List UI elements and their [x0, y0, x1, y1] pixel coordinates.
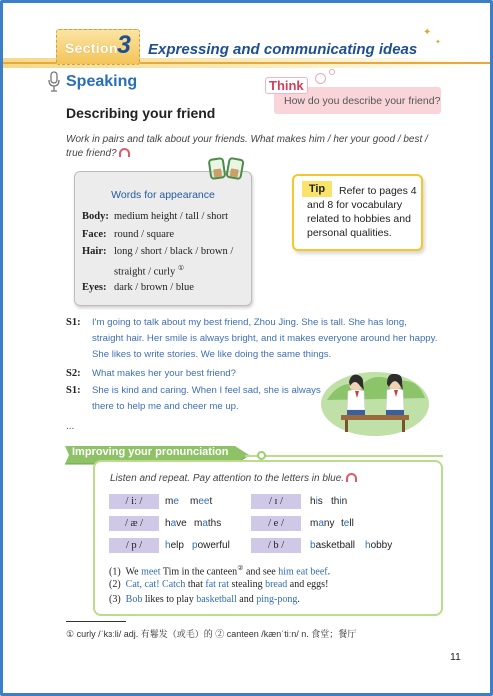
section-word: Section	[65, 40, 118, 56]
example-sentence: (1) We meet Tim in the canteen② and see him eat beef.	[109, 564, 331, 578]
example-sentence: (3) Bob likes to play basketball and ping-pong.	[109, 594, 300, 605]
phonetic-word: maths	[194, 518, 222, 529]
phonetic-word: basketball	[310, 540, 356, 551]
headphones-icon	[119, 148, 130, 157]
appearance-row: Face: round / square	[82, 229, 175, 240]
thought-bubble-icon	[315, 73, 326, 84]
phonetic-symbol: / æ /	[109, 516, 159, 531]
pronunciation-rule	[245, 455, 443, 457]
dialogue-ellipsis: ...	[66, 421, 75, 432]
star-icon: ✦	[423, 27, 432, 38]
appearance-row: Eyes: dark / brown / blue	[82, 282, 194, 293]
phonetic-symbol: / p /	[109, 538, 159, 553]
example-sentence: (2) Cat, cat! Catch that fat rat stealing bread and eggs!	[109, 579, 329, 590]
thought-bubble-icon	[329, 69, 335, 75]
appearance-row: Body: medium height / tall / short	[82, 211, 229, 222]
section-title: Expressing and communicating ideas	[148, 41, 418, 58]
dialogue-text: I'm going to talk about my best friend, Zhou Jing. She is tall. She has long, straight hair. Her smile is always bright, and it makes everyone around her happy. She likes to write stories. We like doing the same things.	[92, 317, 438, 360]
pronunciation-instruction: Listen and repeat. Pay attention to the letters in blue.	[110, 473, 357, 484]
activity-instruction: Work in pairs and talk about your friends. What makes him / her your good / best / true friend?	[66, 134, 428, 159]
think-question: How do you describe your friend?	[284, 95, 441, 107]
phonetic-word: me	[165, 496, 179, 507]
two-students-illustration	[321, 360, 429, 436]
phonetic-word: his	[310, 496, 323, 507]
dialogue-text: She is kind and caring. When I feel sad, she is always there to help me and cheer me up.	[92, 385, 321, 412]
footnote-rule	[66, 621, 126, 622]
pronunciation-dot	[257, 451, 266, 460]
phonetic-symbol: / e /	[251, 516, 301, 531]
headphones-icon	[346, 473, 357, 482]
phonetic-word: thin	[331, 496, 348, 507]
appearance-row: Hair: long / short / black / brown /	[82, 246, 234, 257]
phonetic-word: hobby	[365, 540, 393, 551]
phonetic-word: have	[165, 518, 187, 529]
pronunciation-title: Improving your pronunciation	[72, 446, 229, 458]
phonetic-word: tell	[341, 518, 354, 529]
tip-label: Tip	[302, 181, 332, 197]
dialogue-text: What makes her your best friend?	[92, 368, 236, 379]
think-label: Think	[265, 77, 308, 94]
paper-clip-icon	[208, 157, 227, 180]
phonetic-symbol: / ɪ /	[251, 494, 301, 509]
phonetic-word: many	[310, 518, 335, 529]
footnote: ① curly /ˈkɜːli/ adj. 有鬈发（或毛）的 ② canteen /kænˈtiːn/ n. 食堂；餐厅	[66, 629, 357, 639]
appearance-row: straight / curly ①	[114, 264, 185, 278]
speaking-title: Speaking	[66, 73, 138, 90]
page-number: 11	[450, 651, 461, 663]
speaker-label: S1:	[66, 317, 81, 328]
phonetic-symbol: / iː /	[109, 494, 159, 509]
star-icon: ✦	[435, 39, 441, 46]
microphone-icon	[47, 71, 61, 93]
phonetic-word: meet	[190, 496, 213, 507]
appearance-title: Words for appearance	[111, 189, 215, 201]
speaker-label: S2:	[66, 368, 81, 379]
section-number: 3	[117, 31, 131, 59]
phonetic-word: powerful	[192, 540, 230, 551]
phonetic-symbol: / b /	[251, 538, 301, 553]
activity-heading: Describing your friend	[66, 105, 216, 121]
speaker-label: S1:	[66, 385, 81, 396]
phonetic-word: help	[165, 540, 184, 551]
tip-text: Refer to pages 4 and 8 for vocabulary related to hobbies and personal qualities.	[307, 185, 417, 239]
